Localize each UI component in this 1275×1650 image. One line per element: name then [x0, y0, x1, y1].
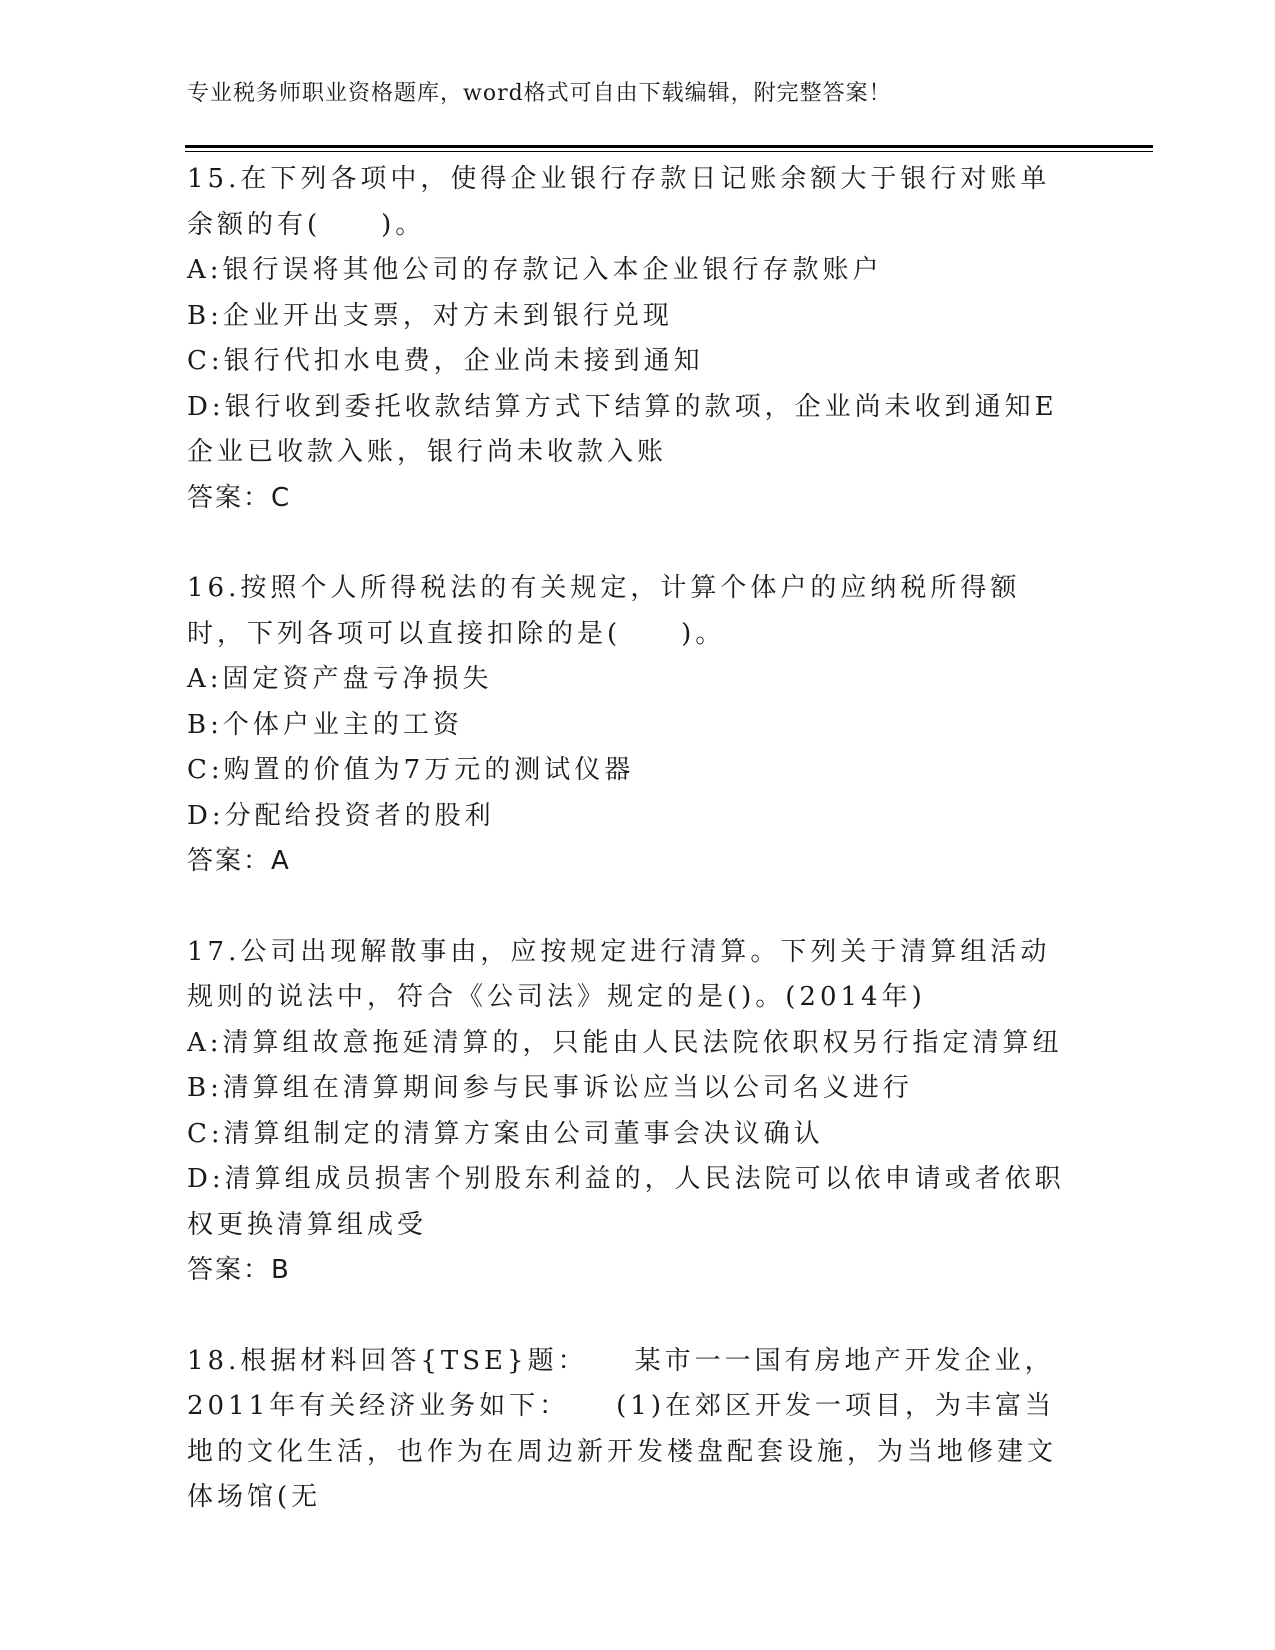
question-list — [187, 157, 1077, 1521]
option-c: C:清算组制定的清算方案由公司董事会决议确认 — [187, 1118, 824, 1149]
answer: 答案：C — [187, 482, 292, 513]
answer: 答案：B — [187, 1255, 291, 1285]
option-d: D:银行收到委托收款结算方式下结算的款项，企业尚未收到通知E企业已收款入账，银行尚未收款入账 — [187, 391, 1058, 467]
option-c: C:购置的价值为7万元的测试仪器 — [187, 755, 635, 785]
question-18 — [187, 1339, 1077, 1521]
option-a: A:银行误将其他公司的存款记入本企业银行存款账户 — [187, 255, 883, 285]
option-b: B:清算组在清算期间参与民事诉讼应当以公司名义进行 — [187, 1073, 913, 1103]
question-15 — [187, 157, 1077, 521]
question-17 — [187, 930, 1077, 1294]
question-stem: 16.按照个人所得税法的有关规定，计算个体户的应纳税所得额时，下列各项可以直接扣除的是( )。 — [187, 573, 1021, 649]
option-b: B:企业开出支票，对方未到银行兑现 — [187, 300, 673, 331]
option-d: D:清算组成员损害个别股东利益的，人民法院可以依申请或者依职权更换清算组成受 — [187, 1164, 1065, 1240]
option-a: A:固定资产盘亏净损失 — [187, 664, 493, 694]
option-d: D:分配给投资者的股利 — [187, 800, 495, 831]
header-divider — [185, 145, 1153, 152]
option-b: B:个体户业主的工资 — [187, 709, 463, 740]
question-16 — [187, 566, 1077, 885]
option-c: C:银行代扣水电费，企业尚未接到通知 — [187, 346, 704, 376]
question-stem: 18.根据材料回答{TSE}题： 某市一一国有房地产开发企业，2011年有关经济业务如下： (1)在郊区开发一项目，为丰富当地的文化生活，也作为在周边新开发楼盘配套设施，为当地修建文体场馆(无 — [187, 1345, 1058, 1512]
question-stem: 15.在下列各项中，使得企业银行存款日记账余额大于银行对账单余额的有( )。 — [187, 164, 1051, 240]
answer: 答案：A — [187, 846, 291, 876]
question-stem: 17.公司出现解散事由，应按规定进行清算。下列关于清算组活动规则的说法中，符合《公司法》规定的是()。(2014年) — [187, 936, 1051, 1012]
page-header: 专业税务师职业资格题库，word格式可自由下载编辑，附完整答案！ — [187, 81, 892, 106]
option-a: A:清算组故意拖延清算的，只能由人民法院依职权另行指定清算纽 — [187, 1027, 1063, 1058]
